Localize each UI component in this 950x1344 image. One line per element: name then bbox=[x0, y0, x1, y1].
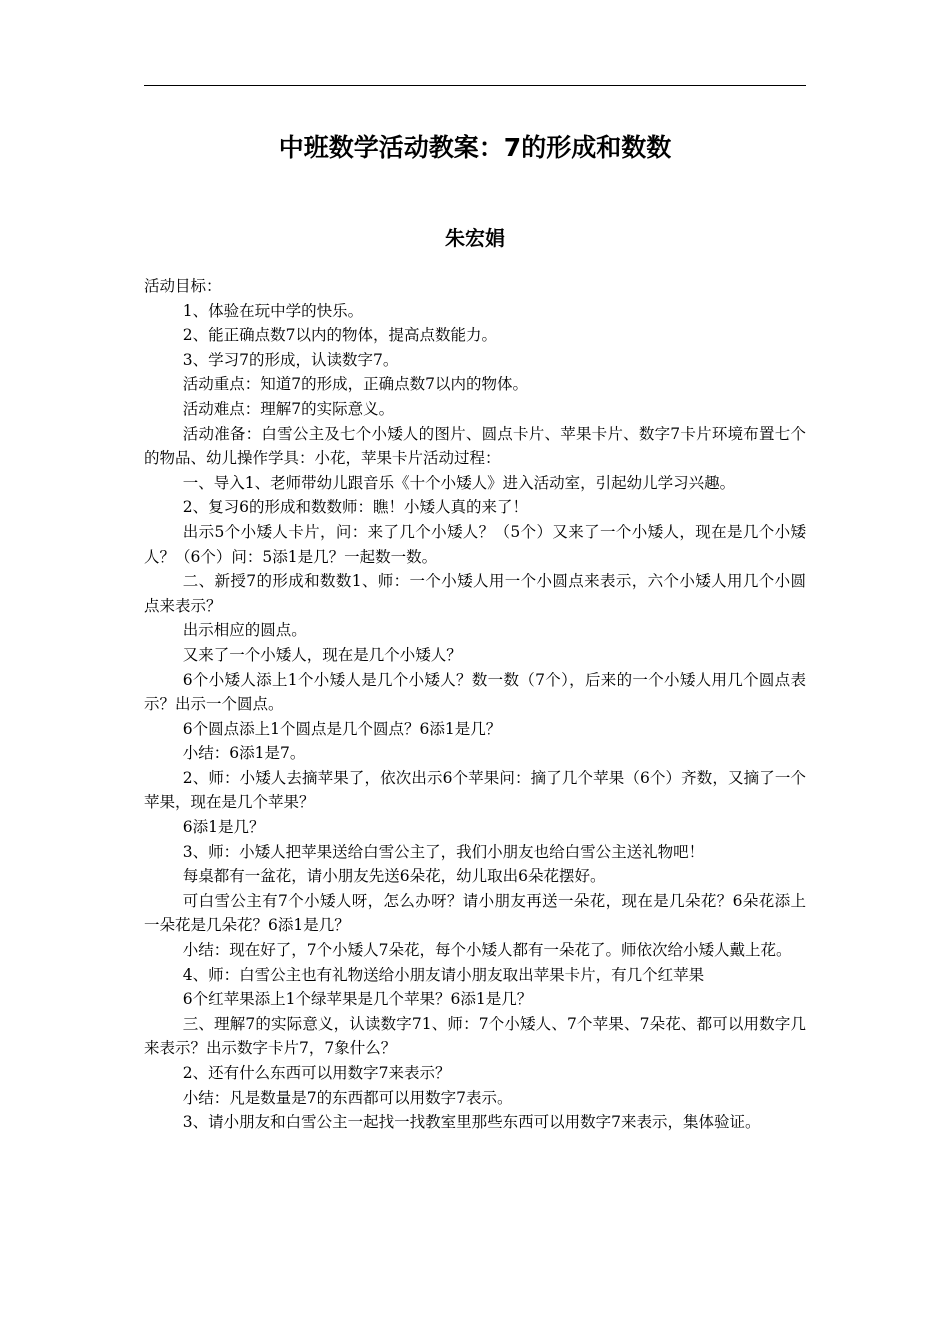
body-paragraph: 出示5个小矮人卡片，问：来了几个小矮人？（5个）又来了一个小矮人，现在是几个小矮人？（6个）问：5添1是几？一起数一数。 bbox=[144, 522, 806, 566]
body-paragraph: 二、新授7的形成和数数1、师：一个小矮人用一个小圆点来表示，六个小矮人用几个小圆点来表示？ bbox=[144, 572, 806, 615]
body-paragraph: 可白雪公主有7个小矮人呀，怎么办呀？请小朋友再送一朵花，现在是几朵花？6朵花添上一朵花是几朵花？6添1是几？ bbox=[144, 891, 806, 935]
body-paragraph: 2、复习6的形成和数数师：瞧！小矮人真的来了！ bbox=[182, 498, 528, 517]
body-paragraph: 小结：现在好了，7个小矮人7朵花，每个小矮人都有一朵花了。师依次给小矮人戴上花。 bbox=[182, 941, 792, 960]
body-paragraph: 2、能正确点数7以内的物体，提高点数能力。 bbox=[182, 326, 497, 345]
body-paragraph: 3、请小朋友和白雪公主一起找一找教室里那些东西可以用数字7来表示，集体验证。 bbox=[182, 1113, 761, 1132]
body-paragraph: 活动目标： bbox=[144, 277, 222, 295]
document-body bbox=[144, 274, 806, 1135]
body-paragraph: 活动准备：白雪公主及七个小矮人的图片、圆点卡片、苹果卡片、数字7卡片环境布置七个的物品、幼儿操作学具：小花，苹果卡片活动过程： bbox=[144, 424, 806, 468]
body-paragraph: 3、师：小矮人把苹果送给白雪公主了，我们小朋友也给白雪公主送礼物吧！ bbox=[182, 842, 705, 861]
body-paragraph: 6个红苹果添上1个绿苹果是几个苹果？6添1是几？ bbox=[182, 990, 533, 1009]
body-paragraph: 6个小矮人添上1个小矮人是几个小矮人？数一数（7个），后来的一个小矮人用几个圆点表示？出示一个圆点。 bbox=[144, 670, 806, 714]
body-paragraph: 1、体验在玩中学的快乐。 bbox=[182, 301, 364, 320]
author-name: 朱宏娟 bbox=[445, 226, 505, 250]
body-paragraph: 又来了一个小矮人，现在是几个小矮人？ bbox=[182, 645, 462, 664]
body-paragraph: 活动重点：知道7的形成，正确点数7以内的物体。 bbox=[182, 375, 528, 394]
body-paragraph: 活动难点：理解7的实际意义。 bbox=[182, 399, 395, 418]
body-paragraph: 6添1是几？ bbox=[182, 818, 265, 837]
body-paragraph: 6个圆点添上1个圆点是几个圆点？6添1是几？ bbox=[182, 719, 502, 738]
page-title: 中班数学活动教案：7的形成和数数 bbox=[278, 133, 672, 162]
body-paragraph: 一、导入1、老师带幼儿跟音乐《十个小矮人》进入活动室，引起幼儿学习兴趣。 bbox=[182, 473, 736, 492]
body-paragraph: 2、师：小矮人去摘苹果了，依次出示6个苹果问：摘了几个苹果（6个）齐数，又摘了一个苹果，现在是几个苹果？ bbox=[144, 768, 806, 812]
body-paragraph: 小结：6添1是7。 bbox=[182, 744, 306, 763]
body-paragraph: 3、学习7的形成，认读数字7。 bbox=[182, 350, 399, 369]
header-rule bbox=[144, 85, 806, 86]
body-paragraph: 4、师：白雪公主也有礼物送给小朋友请小朋友取出苹果卡片，有几个红苹果 bbox=[182, 965, 705, 984]
body-paragraph: 小结：凡是数量是7的东西都可以用数字7表示。 bbox=[182, 1088, 513, 1107]
body-paragraph: 三、理解7的实际意义，认读数字71、师：7个小矮人、7个苹果、7朵花、都可以用数字几来表示？出示数字卡片7，7象什么？ bbox=[144, 1014, 806, 1058]
body-paragraph: 出示相应的圆点。 bbox=[182, 621, 307, 640]
body-paragraph: 每桌都有一盆花，请小朋友先送6朵花，幼儿取出6朵花摆好。 bbox=[182, 867, 606, 886]
body-paragraph: 2、还有什么东西可以用数字7来表示？ bbox=[182, 1064, 451, 1082]
